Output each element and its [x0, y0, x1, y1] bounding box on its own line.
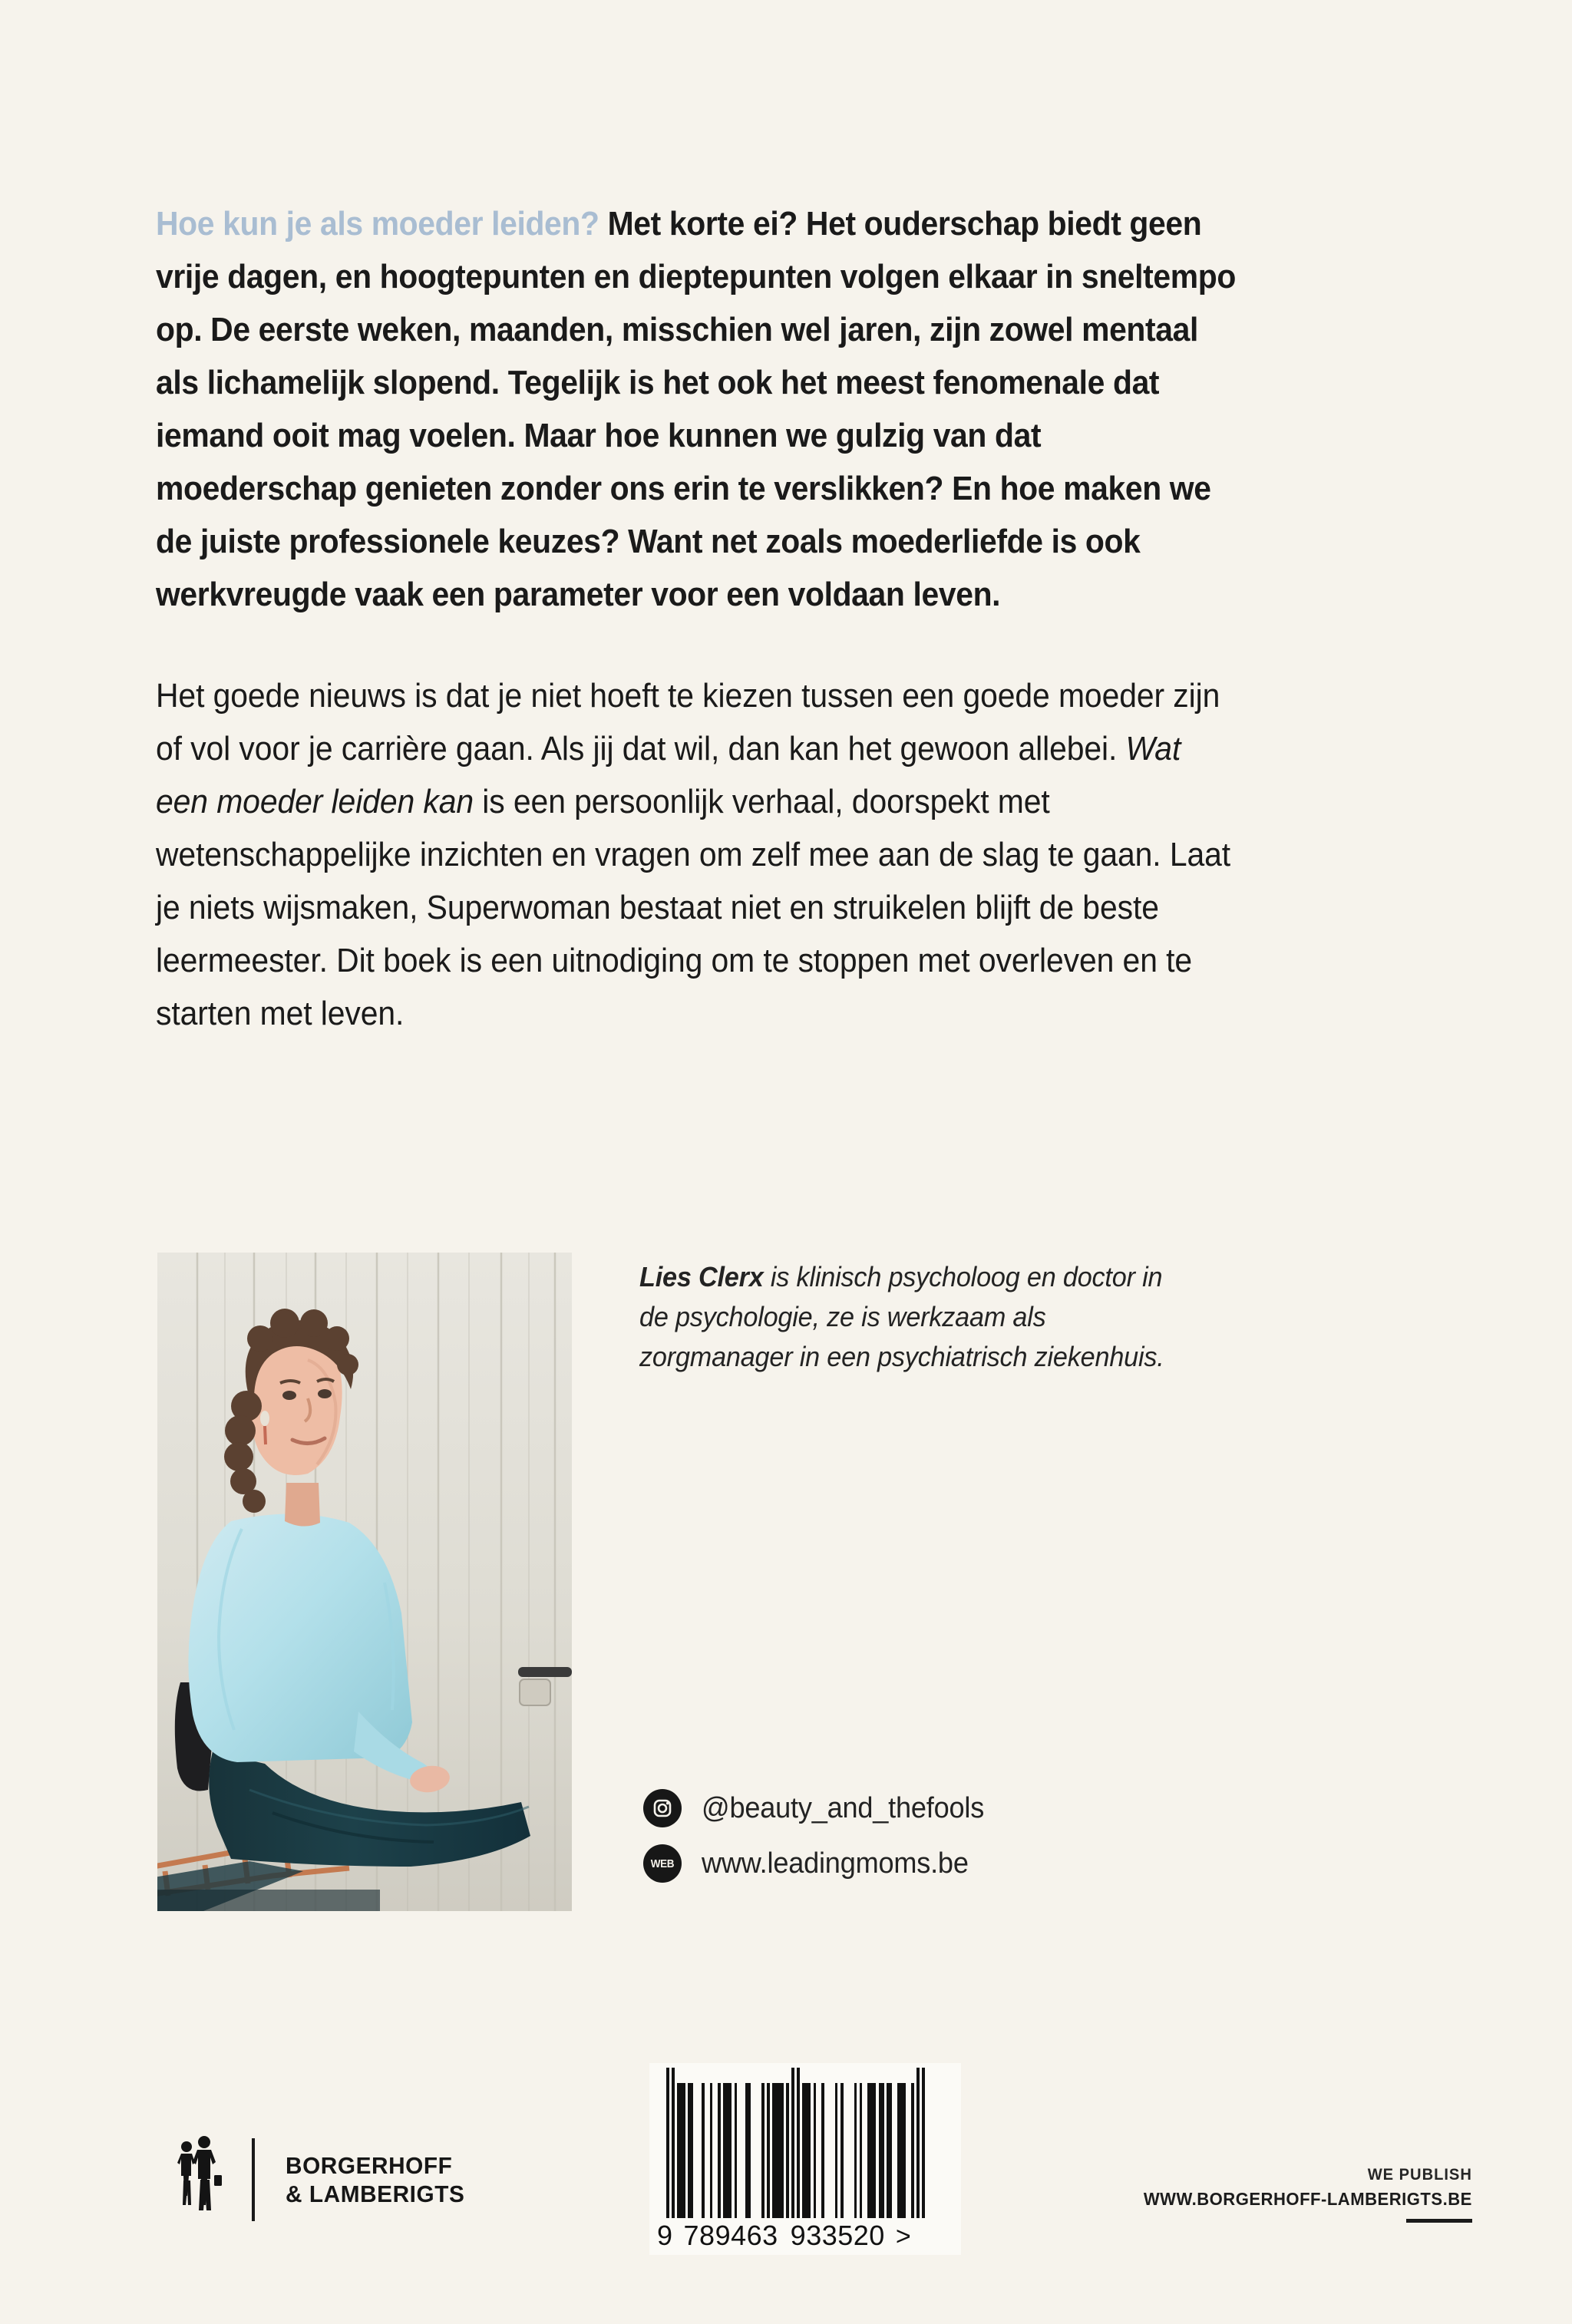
social-row-instagram[interactable] [643, 1781, 1227, 1836]
publisher-name [286, 2151, 464, 2208]
barcode-bars [666, 2068, 955, 2218]
author-bio-text: is klinisch psycholoog en doctor in de psychologie, ze is werkzaam als zorgmanager in een psychiatrisch ziekenhuis. [639, 1261, 1164, 1372]
author-name: Lies Clerx [639, 1261, 764, 1292]
book-title-mention: Wat een moeder leiden kan [156, 731, 1181, 820]
web-icon [643, 1844, 682, 1883]
barcode-terminator: > [895, 2222, 912, 2251]
instagram-handle[interactable]: @beauty_and_thefools [702, 1792, 985, 1824]
blurb-paragraph-1 [156, 198, 1238, 622]
blurb-paragraph-2-intro: Het goede nieuws is dat je niet hoeft te kiezen tussen een goede moeder zijn of vol voor je carrière gaan. Als jij dat wil, dan kan het gewoon allebei. [156, 678, 1220, 768]
author-photo [157, 1253, 572, 1911]
publisher-url-underline [1406, 2219, 1472, 2223]
barcode-digit-lead: 9 [657, 2220, 673, 2251]
publisher-url[interactable]: WWW.BORGERHOFF-LAMBERIGTS.BE [1143, 2189, 1472, 2209]
blurb-text-block [156, 198, 1307, 1041]
social-row-website[interactable] [643, 1836, 1227, 1891]
publisher-web-info [1130, 2166, 1472, 2223]
publisher-name-line-1: BORGERHOFF [286, 2152, 453, 2179]
blurb-paragraph-1-body: Met korte ei? Het ouderschap biedt geen vrije dagen, en hoogtepunten en dieptepunten volgen elkaar in sneltempo op. De eerste weken, maanden, misschien wel jaren, zijn zowel mentaal als lichamelijk slopend. Tegelijk is het ook het meest fenomenale dat iemand ooit mag voelen. Maar hoe kunnen we gulzig van dat moederschap genieten zonder ons erin te verslikken? En hoe maken we de juiste professionele keuzes? Want net zoals moederliefde is ook werkvreugde vaak een parameter voor een voldaan leven. [156, 206, 1236, 613]
blurb-lead-in: Hoe kun je als moeder leiden? [156, 206, 599, 243]
author-bio [639, 1257, 1194, 1377]
publisher-tagline: WE PUBLISH [1367, 2166, 1472, 2184]
blurb-paragraph-2 [156, 670, 1238, 1041]
isbn-barcode [649, 2063, 961, 2255]
barcode-digit-group-1: 789463 [683, 2220, 778, 2251]
logo-divider [252, 2138, 255, 2221]
barcode-digits [656, 2220, 955, 2252]
website-url[interactable]: www.leadingmoms.be [702, 1847, 969, 1880]
publisher-name-line-2: & LAMBERIGTS [286, 2180, 465, 2207]
barcode-digit-group-2: 933520 [790, 2220, 885, 2251]
blurb-paragraph-2-outro: is een persoonlijk verhaal, doorspekt met wetenschappelijke inzichten en vragen om zelf mee aan de slag te gaan. Laat je niets wijsmaken, Superwoman bestaat niet en struikelen blijft de beste leermeester. Dit boek is een uitnodiging om te stoppen met overleven en te starten met leven. [156, 784, 1231, 1032]
footer [0, 2118, 1572, 2318]
social-links [643, 1781, 1227, 1891]
publisher-logo [170, 2134, 472, 2226]
instagram-icon [643, 1789, 682, 1827]
two-walking-figures-icon [170, 2134, 226, 2226]
author-portrait-illustration [157, 1253, 572, 1911]
web-badge-label: WEB [650, 1857, 675, 1870]
